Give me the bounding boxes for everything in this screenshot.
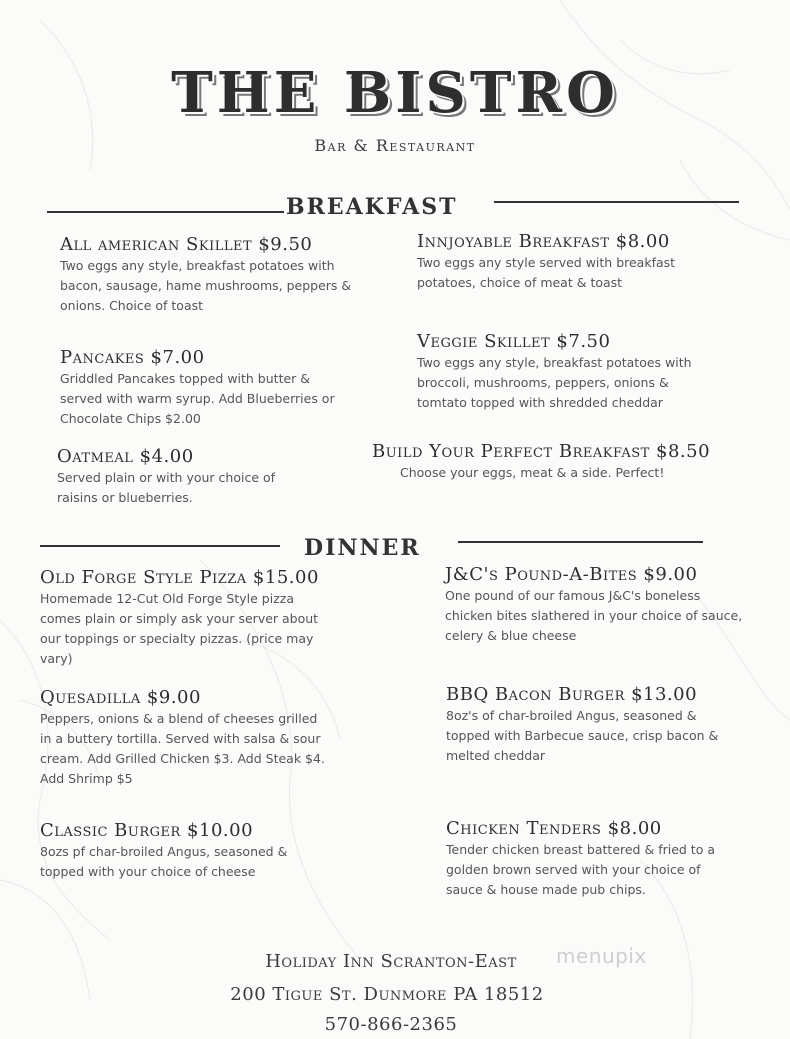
menupix-watermark: menupix <box>556 944 647 968</box>
footer-hotel-name: Holiday Inn Scranton-East <box>265 951 517 972</box>
menu-item-title: All american Skillet $9.50 <box>60 234 313 255</box>
menu-item <box>372 441 772 483</box>
dinner-rule-right <box>458 541 703 543</box>
breakfast-heading: BREAKFAST <box>286 194 458 220</box>
menu-item-title: Pancakes $7.00 <box>60 347 205 368</box>
menu-item-description: 8ozs pf char-broiled Angus, seasoned & topped with your choice of cheese <box>40 844 288 879</box>
menu-item-title: Innjoyable Breakfast $8.00 <box>417 231 670 252</box>
menu-item <box>57 446 317 508</box>
dinner-rule-left <box>40 545 280 547</box>
menu-item-description: Two eggs any style, breakfast potatoes with broccoli, mushrooms, peppers, onions & tomtato topped with shredded cheddar <box>417 355 692 410</box>
restaurant-title: THE BISTRO <box>171 60 619 126</box>
menu-item <box>60 347 340 429</box>
breakfast-rule-left <box>47 211 284 213</box>
menu-item-title: J&C's Pound-A-Bites $9.00 <box>445 564 698 585</box>
menu-item-description: Two eggs any style served with breakfast potatoes, choice of meat & toast <box>417 255 676 290</box>
menu-item-title: BBQ Bacon Burger $13.00 <box>446 684 698 705</box>
menu-item <box>40 687 330 789</box>
menu-item-title: Quesadilla $9.00 <box>40 687 201 708</box>
restaurant-subtitle: Bar & Restaurant <box>314 136 476 155</box>
menu-item <box>445 564 745 646</box>
menu-item-description: Tender chicken breast battered & fried to a golden brown served with your choice of sauce & house made pub chips. <box>446 842 715 897</box>
menu-item <box>40 567 330 669</box>
menu-item-description: Served plain or with your choice of raisins or blueberries. <box>57 470 276 505</box>
menu-item-description: One pound of our famous J&C's boneless chicken bites slathered in your choice of sauce, celery & blue cheese <box>445 588 743 643</box>
menu-item-description: Two eggs any style, breakfast potatoes with bacon, sausage, hame mushrooms, peppers & onions. Choice of toast <box>60 258 352 313</box>
menu-item-description: Choose your eggs, meat & a side. Perfect! <box>400 465 665 480</box>
menu-item <box>60 234 360 316</box>
menu-item <box>446 818 736 900</box>
menu-item-title: Classic Burger $10.00 <box>40 820 254 841</box>
menu-item-description: Griddled Pancakes topped with butter & served with warm syrup. Add Blueberries or Chocolate Chips $2.00 <box>60 371 335 426</box>
menu-item <box>446 684 736 766</box>
footer-phone: 570-866-2365 <box>324 1014 458 1035</box>
menu-item-description: Peppers, onions & a blend of cheeses grilled in a buttery tortilla. Served with salsa & sour cream. Add Grilled Chicken $3. Add Steak $4. Add Shrimp $5 <box>40 711 325 786</box>
menu-item-title: Old Forge Style Pizza $15.00 <box>40 567 319 588</box>
menu-item-description: 8oz's of char-broiled Angus, seasoned & topped with Barbecue sauce, crisp bacon & melted cheddar <box>446 708 719 763</box>
menu-item <box>417 331 707 413</box>
breakfast-rule-right <box>494 201 739 203</box>
dinner-heading: DINNER <box>304 535 421 561</box>
menu-item <box>417 231 707 293</box>
menu-item-title: Build Your Perfect Breakfast $8.50 <box>372 441 711 462</box>
menu-item-title: Chicken Tenders $8.00 <box>446 818 662 839</box>
menu-item-description: Homemade 12-Cut Old Forge Style pizza comes plain or simply ask your server about our toppings or specialty pizzas. (price may vary) <box>40 591 319 666</box>
menu-item-title: Oatmeal $4.00 <box>57 446 194 467</box>
menu-item <box>40 820 330 882</box>
menu-item-title: Veggie Skillet $7.50 <box>417 331 611 352</box>
footer-address: 200 Tigue St. Dunmore PA 18512 <box>230 984 544 1005</box>
